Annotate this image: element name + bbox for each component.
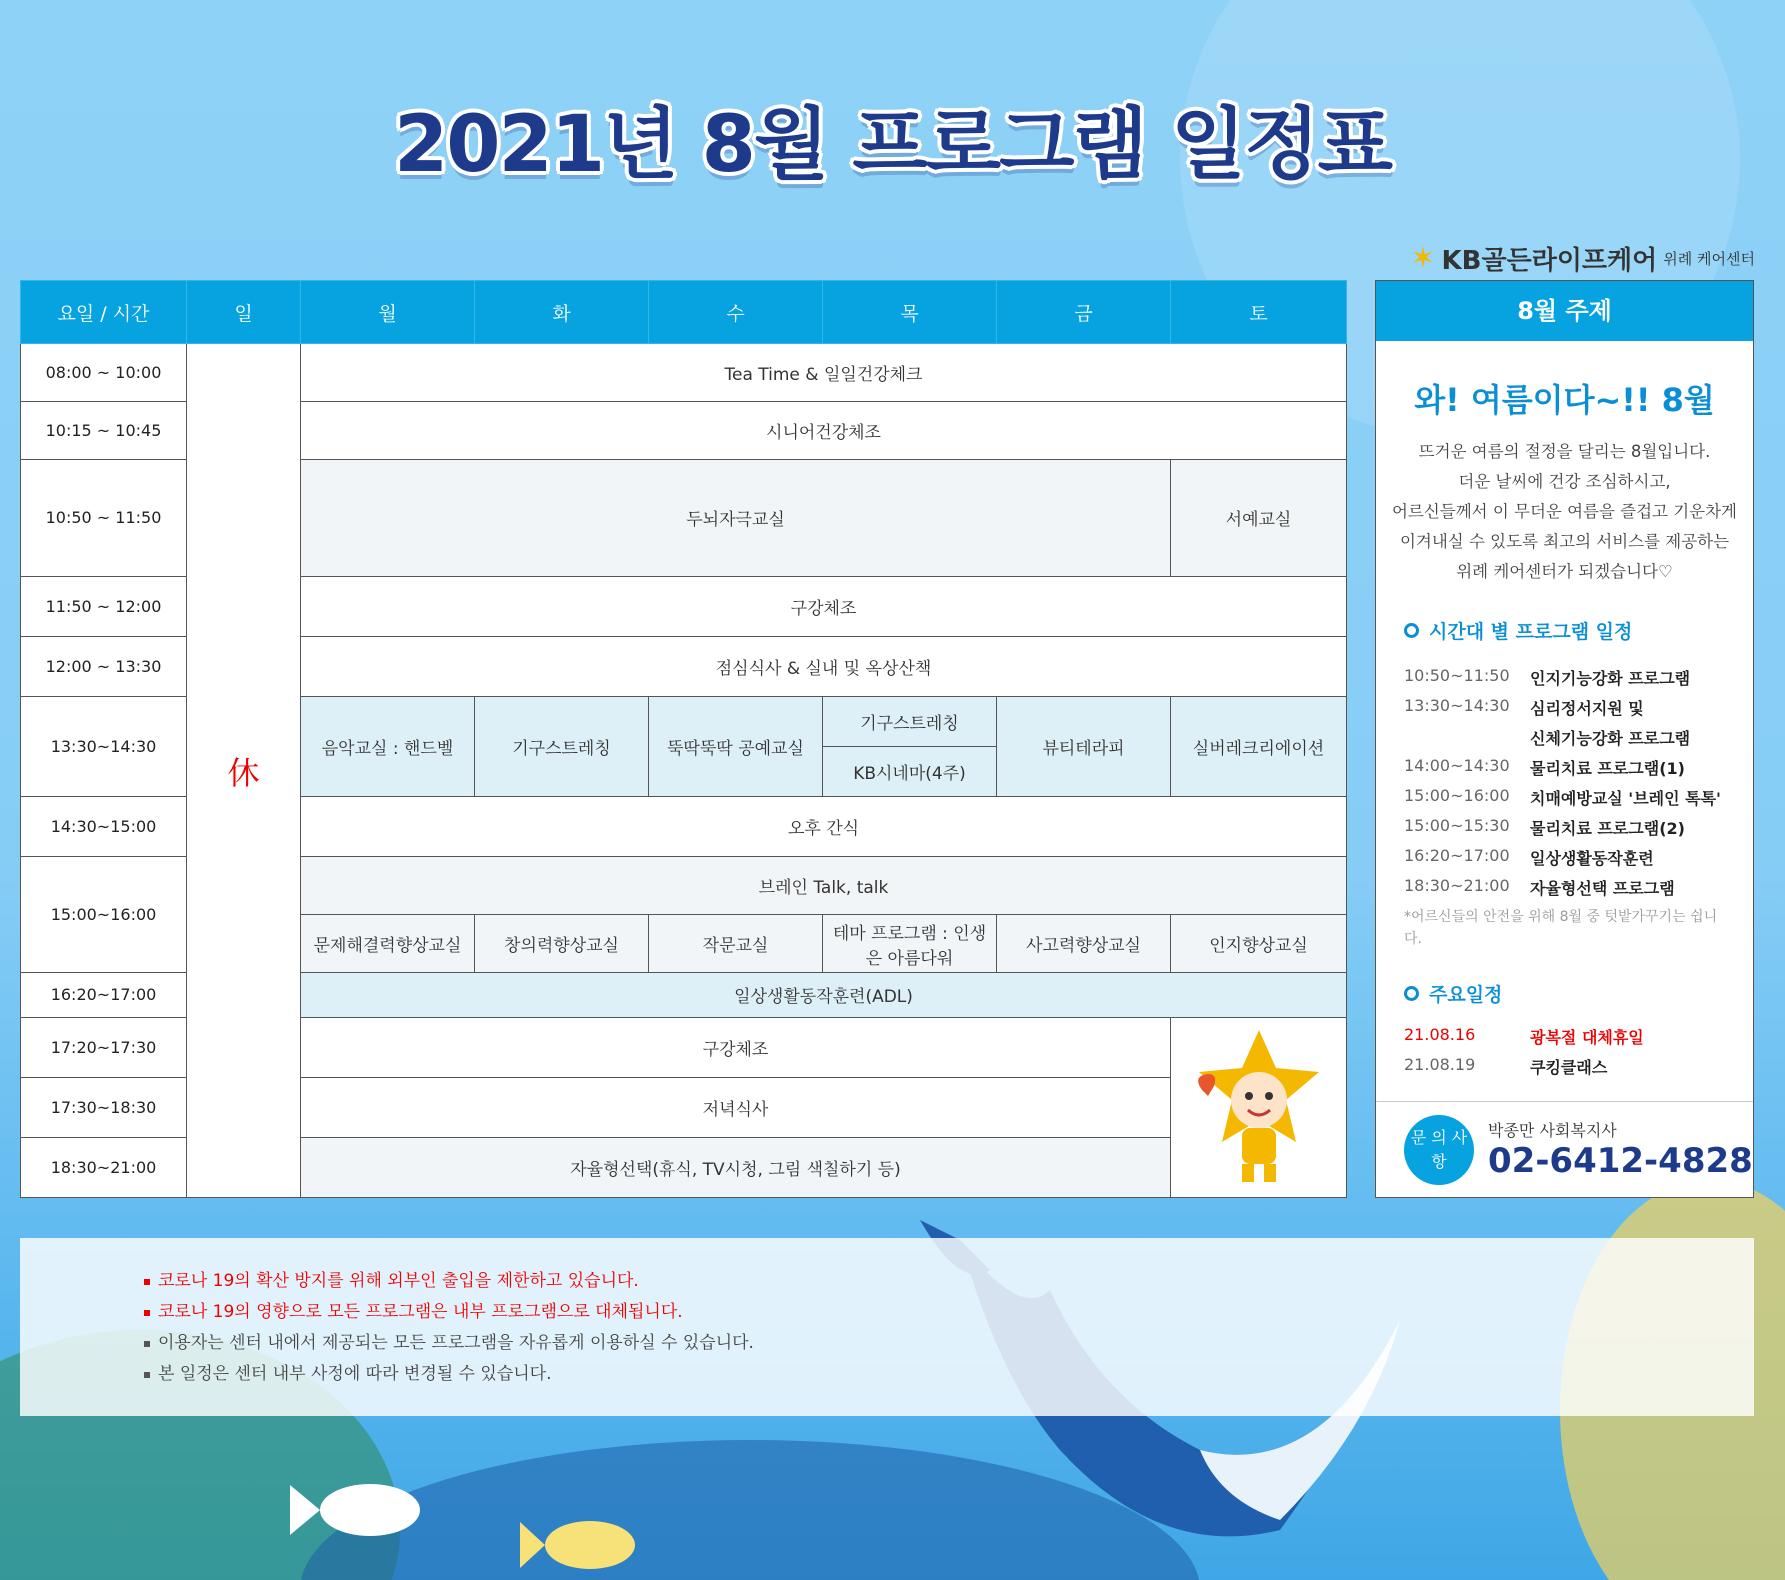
item-time: 15:00~15:30: [1404, 816, 1510, 835]
item-name: 물리치료 프로그램(2): [1530, 819, 1685, 838]
program-cell: 두뇌자극교실: [301, 460, 1171, 576]
list-item: [1404, 666, 1753, 696]
time-program-list: [1404, 666, 1753, 906]
events-list: [1404, 1025, 1753, 1085]
item-time: 18:30~21:00: [1404, 876, 1510, 895]
time-cell: 16:20~17:00: [21, 973, 187, 1017]
description-line: 어르신들께서 이 무더운 여름을 즐겁고 기운차게: [1391, 502, 1737, 521]
time-cell: 10:15 ~ 10:45: [21, 402, 187, 460]
square-bullet-icon: [144, 1372, 150, 1378]
item-name: 물리치료 프로그램(1): [1530, 759, 1685, 778]
phone-number[interactable]: 02-6412-4828: [1488, 1141, 1753, 1181]
notice-item: [144, 1328, 1754, 1359]
notice-text: 코로나 19의 확산 방지를 위해 외부인 출입을 제한하고 있습니다.: [158, 1271, 639, 1291]
time-cell: 13:30~14:30: [21, 696, 187, 796]
program-cell: 음악교실 : 핸드벨: [301, 696, 475, 796]
notice-text: 코로나 19의 영향으로 모든 프로그램은 내부 프로그램으로 대체됩니다.: [158, 1302, 683, 1322]
program-cell: Tea Time & 일일건강체크: [301, 344, 1347, 402]
item-name: 자율형선택 프로그램: [1530, 879, 1675, 898]
item-name: 심리정서지원 및: [1530, 699, 1644, 718]
theme-headline: 와! 여름이다~!! 8월: [1414, 381, 1715, 419]
program-cell: 저녁식사: [301, 1077, 1171, 1137]
time-cell: 11:50 ~ 12:00: [21, 576, 187, 636]
schedule-section-title: [1404, 617, 1753, 644]
program-cell: 시니어건강체조: [301, 402, 1347, 460]
program-cell: 서예교실: [1171, 460, 1347, 576]
time-cell: 10:50 ~ 11:50: [21, 460, 187, 576]
list-item: [1404, 816, 1753, 846]
time-cell: 18:30~21:00: [21, 1137, 187, 1197]
section-title-text: 시간대 별 프로그램 일정: [1429, 621, 1633, 643]
list-item: [1404, 846, 1753, 876]
brand-center: 위례 케어센터: [1663, 250, 1755, 268]
brand-name: KB골든라이프케어: [1441, 246, 1658, 276]
item-name: 인지기능강화 프로그램: [1530, 669, 1691, 688]
mascot-illustration: [1174, 1020, 1344, 1190]
time-cell: 08:00 ~ 10:00: [21, 344, 187, 402]
item-time: 14:00~14:30: [1404, 756, 1510, 775]
event-name: 광복절 대체휴일: [1530, 1028, 1644, 1047]
item-name: 치매예방교실 '브레인 톡톡': [1530, 789, 1721, 808]
event-item: [1404, 1025, 1753, 1055]
notice-text: 이용자는 센터 내에서 제공되는 모든 프로그램을 자유롭게 이용하실 수 있습니다.: [158, 1333, 754, 1353]
time-cell: 14:30~15:00: [21, 797, 187, 857]
header-thu: 목: [823, 281, 997, 344]
description-line: 위례 케어센터가 되겠습니다♡: [1456, 562, 1673, 581]
time-cell: 12:00 ~ 13:30: [21, 636, 187, 696]
event-date: 21.08.19: [1404, 1055, 1476, 1074]
program-cell: 문제해결력향상교실: [301, 915, 475, 973]
program-cell: 창의력향상교실: [475, 915, 649, 973]
event-item: [1404, 1055, 1753, 1085]
page-title: 2021년 8월 프로그램 일정표: [394, 100, 1391, 190]
square-bullet-icon: [144, 1341, 150, 1347]
time-cell: 17:20~17:30: [21, 1017, 187, 1077]
program-cell: KB시네마(4주): [823, 746, 997, 796]
program-cell: 뚝딱뚝딱 공예교실: [649, 696, 823, 796]
section-title-text: 주요일정: [1429, 984, 1503, 1006]
program-cell: 작문교실: [649, 915, 823, 973]
item-time: [1404, 726, 1530, 756]
list-item: [1404, 756, 1753, 786]
circle-bullet-icon: [1404, 623, 1419, 638]
program-cell: 오후 간식: [301, 797, 1347, 857]
program-cell: 브레인 Talk, talk: [301, 857, 1347, 915]
item-time: 10:50~11:50: [1404, 666, 1510, 685]
theme-panel: [1375, 280, 1754, 1198]
program-cell: 뷰티테라피: [997, 696, 1171, 796]
header-row: [21, 281, 1347, 344]
program-cell: 실버레크리에이션: [1171, 696, 1347, 796]
event-name: 쿠킹클래스: [1530, 1058, 1608, 1077]
item-time: 15:00~16:00: [1404, 786, 1510, 805]
time-cell: 15:00~16:00: [21, 857, 187, 973]
item-time: 13:30~14:30: [1404, 696, 1510, 715]
mascot-cell: [1171, 1017, 1347, 1198]
item-time: 16:20~17:00: [1404, 846, 1510, 865]
description-line: 뜨거운 여름의 절정을 달리는 8월입니다.: [1418, 442, 1711, 461]
program-cell: 인지향상교실: [1171, 915, 1347, 973]
list-item: [1404, 696, 1753, 726]
notice-box: [20, 1238, 1754, 1416]
description-line: 더운 날씨에 건강 조심하시고,: [1458, 472, 1671, 491]
contact-person: 박종만 사회복지사: [1488, 1121, 1617, 1140]
description-line: 이겨내실 수 있도록 최고의 서비스를 제공하는: [1399, 532, 1730, 551]
garden-note: *어르신들의 안전을 위해 8월 중 텃밭가꾸기는 쉽니다.: [1404, 909, 1718, 947]
header-mon: 월: [301, 281, 475, 344]
program-cell: 기구스트레칭: [475, 696, 649, 796]
theme-description: [1376, 437, 1753, 587]
header-wed: 수: [649, 281, 823, 344]
fish-illustration: [290, 1470, 430, 1550]
contact-box: [1376, 1101, 1753, 1197]
contact-info: [1488, 1118, 1753, 1181]
brand-logo: [1410, 240, 1755, 277]
kb-star-icon: ✶: [1410, 241, 1436, 276]
events-section-title: [1404, 980, 1753, 1007]
program-cell: 일상생활동작훈련(ADL): [301, 973, 1347, 1017]
program-cell: 자율형선택(휴식, TV시청, 그림 색칠하기 등): [301, 1137, 1171, 1197]
contact-badge: 문 의 사 항: [1404, 1115, 1474, 1185]
header-fri: 금: [997, 281, 1171, 344]
notice-item: [144, 1297, 1754, 1328]
notice-item: [144, 1359, 1754, 1390]
program-cell: 점심식사 & 실내 및 옥상산책: [301, 636, 1347, 696]
table-row: [21, 344, 1347, 402]
list-item: [1404, 786, 1753, 816]
list-item: [1404, 726, 1753, 756]
program-cell: 기구스트레칭: [823, 696, 997, 746]
notice-list: [144, 1266, 1754, 1390]
sunday-rest: 休: [187, 344, 301, 1198]
theme-header: 8월 주제: [1376, 281, 1753, 341]
program-cell: 테마 프로그램 : 인생은 아름다워: [823, 915, 997, 973]
circle-bullet-icon: [1404, 986, 1419, 1001]
list-item: [1404, 876, 1753, 906]
program-cell: 구강체조: [301, 576, 1347, 636]
header-sun: 일: [187, 281, 301, 344]
program-cell: 구강체조: [301, 1017, 1171, 1077]
header-day-time: 요일 / 시간: [21, 281, 187, 344]
event-date: 21.08.16: [1404, 1025, 1476, 1044]
notice-item: [144, 1266, 1754, 1297]
notice-text: 본 일정은 센터 내부 사정에 따라 변경될 수 있습니다.: [158, 1364, 552, 1384]
time-cell: 17:30~18:30: [21, 1077, 187, 1137]
program-cell: 사고력향상교실: [997, 915, 1171, 973]
item-name: 신체기능강화 프로그램: [1530, 729, 1691, 748]
square-bullet-icon: [144, 1310, 150, 1316]
schedule-table: [20, 280, 1347, 1198]
item-name: 일상생활동작훈련: [1530, 849, 1654, 868]
header-tue: 화: [475, 281, 649, 344]
square-bullet-icon: [144, 1279, 150, 1285]
fish-illustration-yellow: [520, 1510, 640, 1580]
header-sat: 토: [1171, 281, 1347, 344]
